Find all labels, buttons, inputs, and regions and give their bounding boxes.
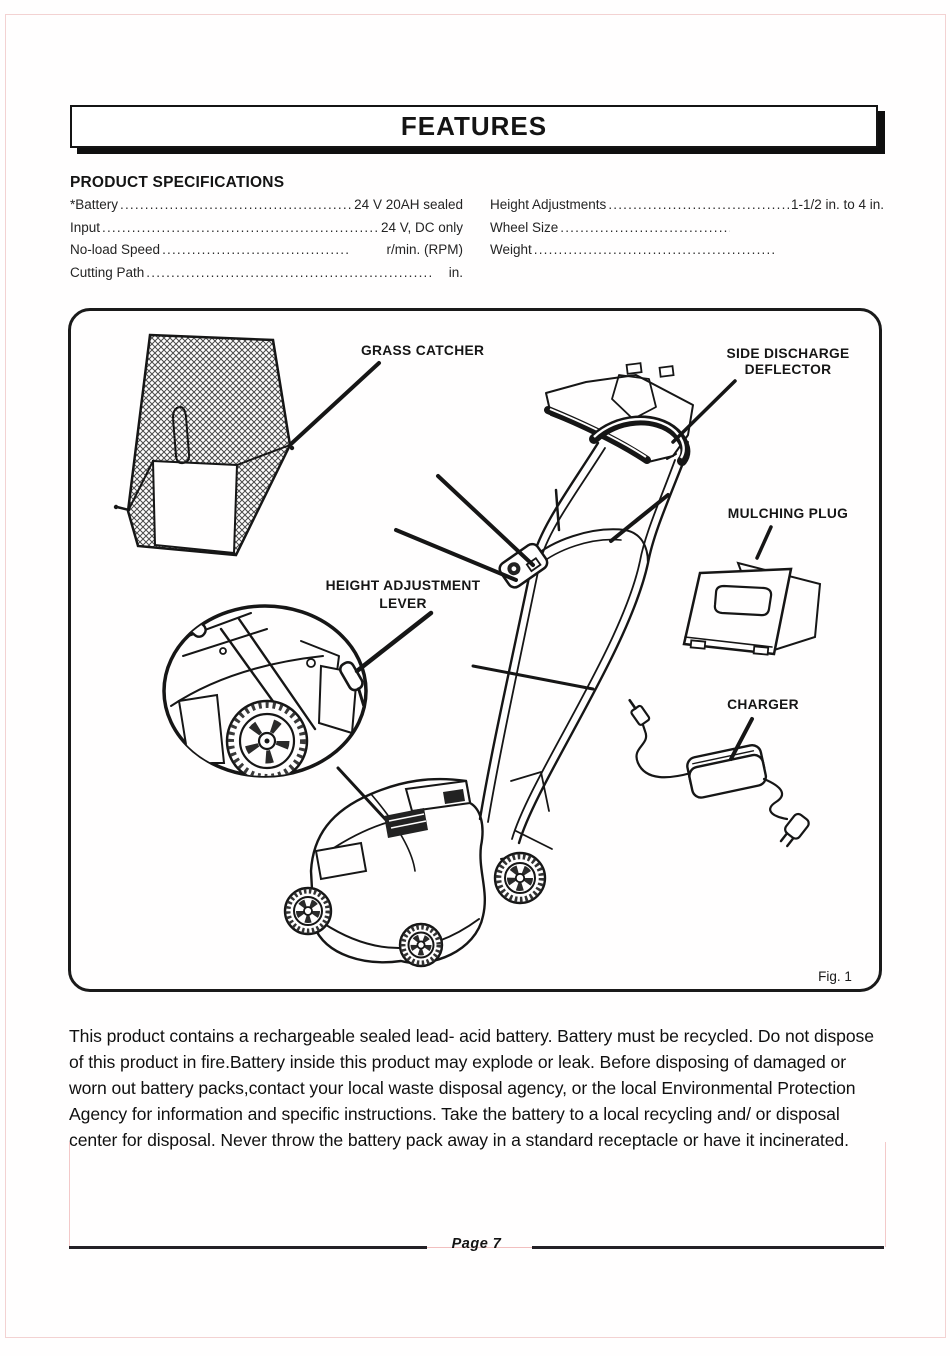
spec-column-right <box>490 197 884 265</box>
spec-value: 24 V, DC only <box>380 219 463 235</box>
dot-leader <box>162 242 350 257</box>
spec-label: Input <box>70 219 101 235</box>
rear-right-wheel <box>495 853 545 903</box>
dot-leader <box>102 220 379 235</box>
spec-value: in. <box>448 264 463 280</box>
dot-leader <box>608 197 789 212</box>
figure-1-diagram <box>68 308 882 992</box>
spec-label: *Battery <box>70 197 119 212</box>
figure-caption: Fig. 1 <box>818 969 852 984</box>
spec-row-height-adjustments <box>490 197 884 220</box>
height-adjustment-lever-label-2: LEVER <box>379 596 427 611</box>
side-discharge-deflector-label-2: DEFLECTOR <box>744 362 832 377</box>
spec-label: Cutting Path <box>70 264 145 280</box>
spec-value: 1-1/2 in. to 4 in. <box>790 197 884 212</box>
spec-value: 24 V 20AH sealed <box>354 197 463 212</box>
dot-leader <box>146 265 432 280</box>
mower-parts-illustration <box>71 311 879 989</box>
spec-label: Weight <box>490 242 532 257</box>
page-number: Page 7 <box>451 1236 502 1252</box>
spec-value: r/min. (RPM) <box>386 242 463 257</box>
spec-label: No-load Speed <box>70 242 161 257</box>
grass-catcher-illustration <box>114 335 294 555</box>
front-left-wheel <box>285 888 331 934</box>
height-adjustment-lever-label-1: HEIGHT ADJUSTMENT <box>325 578 481 593</box>
spec-heading: PRODUCT SPECIFICATIONS <box>70 174 285 191</box>
page-title: FEATURES <box>400 111 548 141</box>
side-discharge-deflector-label-1: SIDE DISCHARGE <box>726 346 850 361</box>
spec-label: Height Adjustments <box>490 197 607 212</box>
dot-leader <box>534 242 776 257</box>
features-banner <box>70 105 878 148</box>
mulching-plug-illustration <box>684 563 820 655</box>
charger-label: CHARGER <box>727 697 799 712</box>
dot-leader <box>560 220 730 235</box>
spec-label: Wheel Size <box>490 219 559 235</box>
footer-pink-frame <box>69 1142 886 1247</box>
grass-catcher-label: GRASS CATCHER <box>361 343 485 358</box>
spec-row-cutting-path <box>70 265 463 288</box>
front-right-wheel <box>400 924 442 966</box>
charger-illustration <box>625 697 811 849</box>
side-discharge-deflector-illustration <box>546 363 693 462</box>
spec-row-battery <box>70 197 463 220</box>
switch-box <box>497 541 550 590</box>
spec-row-noload-speed <box>70 242 463 265</box>
spec-row-weight <box>490 242 884 265</box>
spec-row-input <box>70 220 463 243</box>
battery-recycling-notice: This product contains a rechargeable sealed lead- acid battery. Battery must be recycled. Do not dispose of this product in fire.Battery inside this product may explode or leak. Before disposing of damaged or worn out battery packs,contact your local waste disposal agency, or the local Environmental Protection Agency for information and specific instructions. Take the battery to a local recycling and/ or disposal center for disposal. Never throw the battery pack away in a standard receptacle or have it incinerated. <box>69 1026 874 1150</box>
spec-row-wheel-size <box>490 220 884 243</box>
dot-leader <box>120 197 352 212</box>
spec-column-left <box>70 197 463 287</box>
mulching-plug-label: MULCHING PLUG <box>727 506 849 521</box>
